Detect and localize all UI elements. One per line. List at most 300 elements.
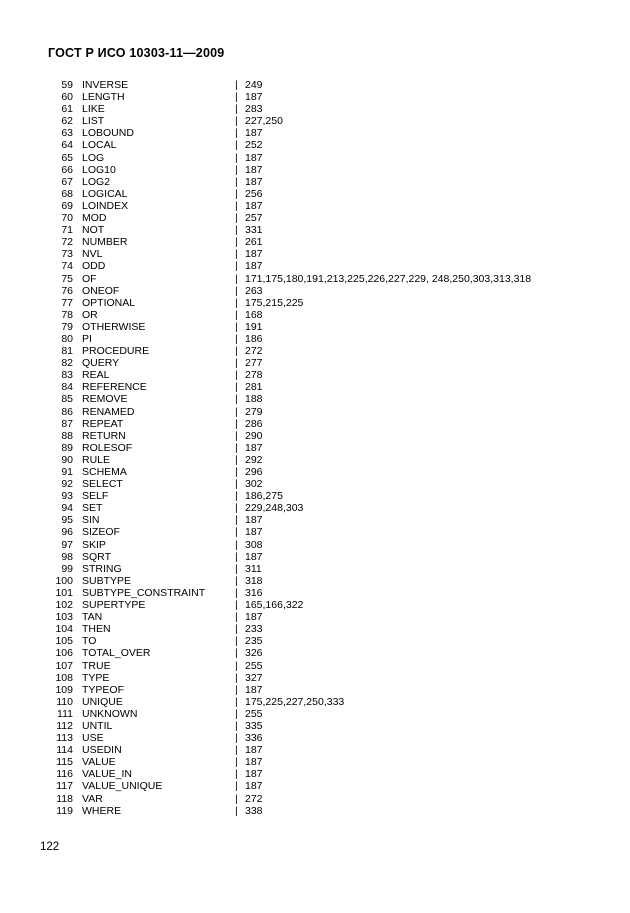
page-references: 290 <box>245 429 263 442</box>
page-references: 283 <box>245 103 263 116</box>
index-row <box>0 345 630 357</box>
column-separator: | <box>235 429 238 442</box>
column-separator: | <box>235 187 238 200</box>
page-references: 326 <box>245 647 263 660</box>
row-number: 94 <box>61 502 73 515</box>
column-separator: | <box>235 768 238 781</box>
index-row <box>0 539 630 551</box>
index-row <box>0 309 630 321</box>
keyword: TAN <box>82 611 103 624</box>
keyword: TO <box>82 635 97 648</box>
row-number: 115 <box>56 756 73 769</box>
index-row <box>0 248 630 260</box>
keyword: OPTIONAL <box>82 296 136 309</box>
index-row <box>0 200 630 212</box>
page-references: 175,215,225 <box>245 296 304 309</box>
index-row <box>0 466 630 478</box>
index-row <box>0 176 630 188</box>
column-separator: | <box>235 490 238 503</box>
row-number: 92 <box>61 478 73 491</box>
page-references: 272 <box>245 792 263 805</box>
page-references: 281 <box>245 381 263 394</box>
row-number: 70 <box>61 212 73 225</box>
page-references: 187 <box>245 514 263 527</box>
index-row <box>0 406 630 418</box>
keyword: SKIP <box>82 538 106 551</box>
row-number: 76 <box>61 284 73 297</box>
keyword: STRING <box>82 562 122 575</box>
page-references: 316 <box>245 586 263 599</box>
index-row <box>0 768 630 780</box>
row-number: 60 <box>61 91 73 104</box>
page-references: 187 <box>245 151 263 164</box>
column-separator: | <box>235 115 238 128</box>
index-row <box>0 672 630 684</box>
column-separator: | <box>235 199 238 212</box>
keyword: UNTIL <box>82 719 113 732</box>
column-separator: | <box>235 127 238 140</box>
page-references: 187 <box>245 550 263 563</box>
column-separator: | <box>235 466 238 478</box>
index-row <box>0 212 630 224</box>
keyword: RULE <box>82 453 111 466</box>
page-references: 165,166,322 <box>245 599 304 612</box>
keyword-index-list <box>0 79 630 817</box>
column-separator: | <box>235 599 238 612</box>
row-number: 93 <box>61 490 73 503</box>
column-separator: | <box>235 756 238 769</box>
column-separator: | <box>235 224 238 237</box>
row-number: 72 <box>61 236 73 249</box>
column-separator: | <box>235 405 238 418</box>
row-number: 107 <box>55 659 73 672</box>
index-row <box>0 611 630 623</box>
page-references: 311 <box>245 562 262 575</box>
keyword: REAL <box>82 369 110 382</box>
column-separator: | <box>235 248 238 261</box>
page-references: 302 <box>245 478 263 491</box>
page-references: 191 <box>245 320 263 333</box>
column-separator: | <box>235 139 238 152</box>
page-references: 186,275 <box>245 490 283 503</box>
keyword: QUERY <box>82 357 120 370</box>
page-references: 187 <box>245 611 263 624</box>
row-number: 105 <box>55 635 73 648</box>
keyword: VALUE_IN <box>82 768 132 781</box>
page-references: 187 <box>245 756 263 769</box>
column-separator: | <box>235 744 238 757</box>
index-row <box>0 720 630 732</box>
index-row <box>0 780 630 792</box>
keyword: VALUE_UNIQUE <box>82 780 163 793</box>
index-row <box>0 696 630 708</box>
keyword: TOTAL_OVER <box>82 647 151 660</box>
index-row <box>0 152 630 164</box>
column-separator: | <box>235 659 238 672</box>
keyword: OF <box>82 272 97 285</box>
keyword: LIKE <box>82 103 105 116</box>
keyword: SELF <box>82 490 109 503</box>
index-row <box>0 79 630 91</box>
index-row <box>0 285 630 297</box>
index-row <box>0 91 630 103</box>
keyword: USE <box>82 732 104 745</box>
row-number: 63 <box>61 127 73 140</box>
page-references: 261 <box>245 236 263 249</box>
row-number: 73 <box>61 248 73 261</box>
keyword: ODD <box>82 260 106 273</box>
row-number: 102 <box>55 599 73 612</box>
page-references: 187 <box>245 441 263 454</box>
page-references: 168 <box>245 308 263 321</box>
index-row <box>0 188 630 200</box>
column-separator: | <box>235 345 238 358</box>
page-references: 255 <box>245 707 263 720</box>
column-separator: | <box>235 732 238 745</box>
column-separator: | <box>235 514 238 527</box>
row-number: 90 <box>61 453 73 466</box>
page-references: 188 <box>245 393 263 406</box>
index-row <box>0 684 630 696</box>
keyword: SUBTYPE <box>82 574 132 587</box>
index-row <box>0 623 630 635</box>
row-number: 69 <box>61 199 73 212</box>
keyword: VALUE <box>82 756 116 769</box>
keyword: LENGTH <box>82 91 125 104</box>
index-row <box>0 732 630 744</box>
page-references: 187 <box>245 199 263 212</box>
row-number: 78 <box>61 308 73 321</box>
row-number: 114 <box>56 744 73 757</box>
page-references: 327 <box>245 671 263 684</box>
index-row <box>0 321 630 333</box>
column-separator: | <box>235 417 238 430</box>
index-row <box>0 744 630 756</box>
column-separator: | <box>235 719 238 732</box>
row-number: 77 <box>61 296 73 309</box>
index-row <box>0 115 630 127</box>
row-number: 81 <box>61 345 73 358</box>
index-row <box>0 369 630 381</box>
column-separator: | <box>235 175 238 188</box>
keyword: NOT <box>82 224 105 237</box>
page-references: 252 <box>245 139 263 152</box>
row-number: 106 <box>55 647 73 660</box>
index-row <box>0 793 630 805</box>
index-row <box>0 442 630 454</box>
row-number: 68 <box>61 187 73 200</box>
page-references: 187 <box>245 248 263 261</box>
column-separator: | <box>235 707 238 720</box>
index-row <box>0 103 630 115</box>
column-separator: | <box>235 272 238 285</box>
index-row <box>0 381 630 393</box>
index-row <box>0 478 630 490</box>
page-references: 318 <box>245 574 263 587</box>
column-separator: | <box>235 308 238 321</box>
index-row <box>0 587 630 599</box>
row-number: 99 <box>61 562 73 575</box>
index-row <box>0 514 630 526</box>
keyword: LIST <box>82 115 105 128</box>
row-number: 97 <box>61 538 73 551</box>
column-separator: | <box>235 562 238 575</box>
page-references: 331 <box>245 224 263 237</box>
keyword: PROCEDURE <box>82 345 150 358</box>
keyword: REMOVE <box>82 393 128 406</box>
column-separator: | <box>235 586 238 599</box>
keyword: ONEOF <box>82 284 120 297</box>
row-number: 89 <box>61 441 73 454</box>
keyword: SUPERTYPE <box>82 599 146 612</box>
keyword: SUBTYPE_CONSTRAINT <box>82 586 206 599</box>
index-row <box>0 756 630 768</box>
column-separator: | <box>235 284 238 297</box>
index-row <box>0 297 630 309</box>
keyword: LOG10 <box>82 163 116 176</box>
row-number: 71 <box>61 224 73 237</box>
page-references: 292 <box>245 453 263 466</box>
keyword: THEN <box>82 623 111 636</box>
keyword: NUMBER <box>82 236 128 249</box>
index-row <box>0 393 630 405</box>
row-number: 96 <box>61 526 73 539</box>
keyword: UNIQUE <box>82 695 123 708</box>
index-row <box>0 224 630 236</box>
column-separator: | <box>235 695 238 708</box>
page-references: 175,225,227,250,333 <box>245 695 345 708</box>
keyword: OTHERWISE <box>82 320 146 333</box>
column-separator: | <box>235 478 238 491</box>
row-number: 82 <box>61 357 73 370</box>
keyword: USEDIN <box>82 744 122 757</box>
column-separator: | <box>235 623 238 636</box>
page-references: 335 <box>245 719 263 732</box>
row-number: 103 <box>55 611 73 624</box>
column-separator: | <box>235 574 238 587</box>
index-row <box>0 357 630 369</box>
column-separator: | <box>235 357 238 370</box>
index-row <box>0 490 630 502</box>
keyword: ROLESOF <box>82 441 133 454</box>
row-number: 88 <box>61 429 73 442</box>
page-references: 187 <box>245 260 263 273</box>
row-number: 101 <box>55 586 73 599</box>
column-separator: | <box>235 79 238 91</box>
page-references: 187 <box>245 526 263 539</box>
keyword: UNKNOWN <box>82 707 138 720</box>
row-number: 61 <box>61 103 73 116</box>
index-row <box>0 635 630 647</box>
column-separator: | <box>235 611 238 624</box>
page-references: 187 <box>245 780 263 793</box>
keyword: MOD <box>82 212 107 225</box>
page-references: 296 <box>245 466 263 478</box>
column-separator: | <box>235 320 238 333</box>
page-references: 286 <box>245 417 263 430</box>
row-number: 100 <box>55 574 73 587</box>
column-separator: | <box>235 683 238 696</box>
keyword: NVL <box>82 248 103 261</box>
keyword: LOGICAL <box>82 187 128 200</box>
row-number: 104 <box>55 623 73 636</box>
column-separator: | <box>235 792 238 805</box>
row-number: 111 <box>57 707 73 720</box>
index-row <box>0 647 630 659</box>
row-number: 108 <box>55 671 73 684</box>
column-separator: | <box>235 103 238 116</box>
row-number: 116 <box>56 768 73 781</box>
row-number: 74 <box>61 260 73 273</box>
row-number: 59 <box>61 79 73 91</box>
page-references: 256 <box>245 187 263 200</box>
keyword: LOCAL <box>82 139 117 152</box>
keyword: VAR <box>82 792 103 805</box>
index-row <box>0 139 630 151</box>
row-number: 66 <box>61 163 73 176</box>
page-references: 229,248,303 <box>245 502 304 515</box>
page-references: 171,175,180,191,213,225,226,227,229, 248,250,303,313,318 <box>245 272 532 285</box>
page-references: 338 <box>245 804 263 817</box>
page-references: 186 <box>245 332 263 345</box>
index-row <box>0 551 630 563</box>
index-row <box>0 260 630 272</box>
row-number: 98 <box>61 550 73 563</box>
row-number: 118 <box>56 792 73 805</box>
row-number: 65 <box>61 151 73 164</box>
column-separator: | <box>235 538 238 551</box>
column-separator: | <box>235 502 238 515</box>
keyword: INVERSE <box>82 79 129 91</box>
page-references: 278 <box>245 369 263 382</box>
column-separator: | <box>235 369 238 382</box>
page-references: 187 <box>245 744 263 757</box>
column-separator: | <box>235 296 238 309</box>
index-row <box>0 454 630 466</box>
column-separator: | <box>235 151 238 164</box>
page-references: 187 <box>245 768 263 781</box>
page-references: 263 <box>245 284 263 297</box>
index-row <box>0 660 630 672</box>
page-references: 187 <box>245 91 263 104</box>
keyword: OR <box>82 308 98 321</box>
page-references: 279 <box>245 405 263 418</box>
index-row <box>0 708 630 720</box>
page-references: 336 <box>245 732 263 745</box>
index-row <box>0 502 630 514</box>
page-references: 249 <box>245 79 263 91</box>
column-separator: | <box>235 671 238 684</box>
index-row <box>0 236 630 248</box>
keyword: LOBOUND <box>82 127 134 140</box>
row-number: 75 <box>61 272 73 285</box>
column-separator: | <box>235 260 238 273</box>
column-separator: | <box>235 635 238 648</box>
index-row <box>0 563 630 575</box>
page-references: 227,250 <box>245 115 283 128</box>
column-separator: | <box>235 526 238 539</box>
keyword: RENAMED <box>82 405 135 418</box>
column-separator: | <box>235 236 238 249</box>
page-references: 187 <box>245 127 263 140</box>
row-number: 117 <box>56 780 73 793</box>
row-number: 83 <box>61 369 73 382</box>
column-separator: | <box>235 780 238 793</box>
column-separator: | <box>235 163 238 176</box>
page-number: 122 <box>40 841 60 853</box>
keyword: REFERENCE <box>82 381 147 394</box>
page-references: 308 <box>245 538 263 551</box>
keyword: TRUE <box>82 659 111 672</box>
column-separator: | <box>235 550 238 563</box>
index-row <box>0 805 630 817</box>
keyword: SCHEMA <box>82 466 127 478</box>
index-row <box>0 418 630 430</box>
index-row <box>0 599 630 611</box>
column-separator: | <box>235 212 238 225</box>
page-references: 187 <box>245 683 263 696</box>
row-number: 64 <box>61 139 73 152</box>
row-number: 112 <box>56 719 73 732</box>
keyword: SIZEOF <box>82 526 120 539</box>
index-row <box>0 273 630 285</box>
page-references: 187 <box>245 163 263 176</box>
document-header: ГОСТ Р ИСО 10303-11—2009 <box>48 46 225 60</box>
keyword: SELECT <box>82 478 123 491</box>
row-number: 85 <box>61 393 73 406</box>
keyword: SQRT <box>82 550 111 563</box>
column-separator: | <box>235 441 238 454</box>
keyword: SIN <box>82 514 100 527</box>
page-references: 272 <box>245 345 263 358</box>
page-references: 277 <box>245 357 263 370</box>
column-separator: | <box>235 332 238 345</box>
row-number: 110 <box>56 695 73 708</box>
row-number: 84 <box>61 381 73 394</box>
row-number: 67 <box>61 175 73 188</box>
page-references: 255 <box>245 659 263 672</box>
row-number: 113 <box>56 732 73 745</box>
keyword: LOG <box>82 151 105 164</box>
row-number: 80 <box>61 332 73 345</box>
keyword: SET <box>82 502 103 515</box>
row-number: 87 <box>61 417 73 430</box>
keyword: PI <box>82 332 92 345</box>
row-number: 109 <box>55 683 73 696</box>
column-separator: | <box>235 393 238 406</box>
page-references: 187 <box>245 175 263 188</box>
index-row <box>0 575 630 587</box>
index-row <box>0 333 630 345</box>
row-number: 95 <box>61 514 73 527</box>
row-number: 91 <box>61 466 73 478</box>
column-separator: | <box>235 453 238 466</box>
row-number: 86 <box>61 405 73 418</box>
keyword: TYPE <box>82 671 110 684</box>
keyword: LOINDEX <box>82 199 129 212</box>
row-number: 62 <box>61 115 73 128</box>
page-references: 233 <box>245 623 263 636</box>
index-row <box>0 164 630 176</box>
row-number: 119 <box>56 804 73 817</box>
keyword: REPEAT <box>82 417 124 430</box>
column-separator: | <box>235 804 238 817</box>
page-references: 235 <box>245 635 263 648</box>
column-separator: | <box>235 381 238 394</box>
keyword: TYPEOF <box>82 683 125 696</box>
index-row <box>0 430 630 442</box>
keyword: RETURN <box>82 429 126 442</box>
